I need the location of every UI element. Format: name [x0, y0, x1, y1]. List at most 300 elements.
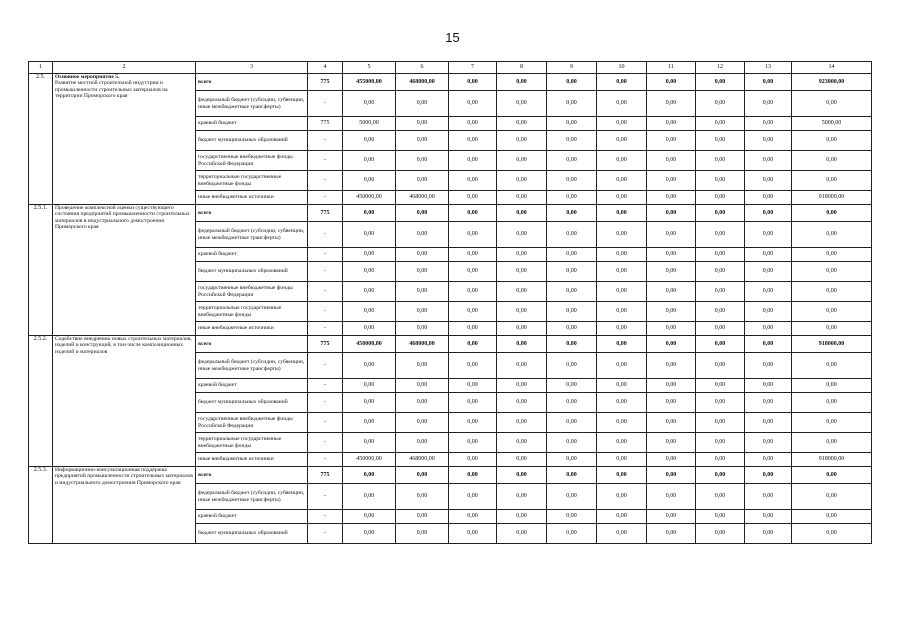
year-value: 0,00: [343, 322, 396, 336]
budget-code: -: [308, 453, 343, 467]
year-value: 0,00: [597, 117, 647, 131]
year-value: 0,00: [547, 117, 597, 131]
year-value: 0,00: [547, 191, 597, 205]
year-value: 0,00: [647, 453, 696, 467]
funding-source: государственные внебюджетные фонды Российской Федерации: [196, 282, 308, 302]
funding-source: бюджет муниципальных образований: [196, 131, 308, 151]
budget-code: 775: [308, 74, 343, 91]
year-value: 0,00: [647, 262, 696, 282]
year-value: 0,00: [597, 353, 647, 379]
activity-description: Проведение комплексной оценки существующего состояния предприятий промышленности строительных материалов в индустриального домостроения Приморского края: [55, 205, 190, 231]
year-value: 0,00: [497, 151, 547, 171]
year-value: 0,00: [745, 453, 792, 467]
total-value: 0,00: [792, 510, 872, 524]
year-value: 0,00: [547, 353, 597, 379]
year-value: 0,00: [449, 524, 497, 544]
column-header: 13: [745, 62, 792, 74]
activity-description: Развитие местной строительной индустрии и промышленности строительных материалов на территории Приморского края: [55, 80, 168, 100]
year-value: 0,00: [696, 336, 745, 353]
year-value: 0,00: [449, 467, 497, 484]
total-value: 0,00: [792, 322, 872, 336]
year-value: 450000,00: [343, 336, 396, 353]
funding-source: федеральный бюджет (субсидии, субвенции, иные межбюджетные трансферты): [196, 484, 308, 510]
year-value: 0,00: [597, 524, 647, 544]
year-value: 0,00: [449, 222, 497, 248]
year-value: 0,00: [696, 484, 745, 510]
activity-name: [53, 205, 196, 336]
year-value: 0,00: [449, 151, 497, 171]
year-value: 0,00: [396, 433, 449, 453]
year-value: 450000,00: [343, 191, 396, 205]
funding-source: краевой бюджет: [196, 117, 308, 131]
year-value: 0,00: [597, 131, 647, 151]
year-value: 0,00: [449, 413, 497, 433]
year-value: 0,00: [497, 524, 547, 544]
year-value: 0,00: [597, 74, 647, 91]
year-value: 0,00: [547, 131, 597, 151]
budget-code: 775: [308, 336, 343, 353]
year-value: 0,00: [597, 151, 647, 171]
year-value: 0,00: [449, 131, 497, 151]
year-value: 0,00: [597, 484, 647, 510]
year-value: 0,00: [547, 205, 597, 222]
year-value: 0,00: [647, 302, 696, 322]
year-value: 0,00: [449, 74, 497, 91]
funding-source: иные внебюджетные источники: [196, 322, 308, 336]
year-value: 0,00: [343, 467, 396, 484]
year-value: 0,00: [396, 117, 449, 131]
total-value: 0,00: [792, 151, 872, 171]
column-header: 14: [792, 62, 872, 74]
total-value: 0,00: [792, 248, 872, 262]
total-value: 0,00: [792, 131, 872, 151]
budget-code: -: [308, 131, 343, 151]
year-value: 0,00: [449, 117, 497, 131]
funding-source: краевой бюджет: [196, 510, 308, 524]
funding-source: всего: [196, 74, 308, 91]
year-value: 0,00: [547, 151, 597, 171]
budget-code: -: [308, 191, 343, 205]
total-value: 918000,00: [792, 453, 872, 467]
year-value: 0,00: [497, 91, 547, 117]
year-value: 0,00: [497, 467, 547, 484]
funding-source: федеральный бюджет (субсидии, субвенции, иные межбюджетные трансферты): [196, 353, 308, 379]
year-value: 0,00: [497, 205, 547, 222]
year-value: 0,00: [497, 453, 547, 467]
item-number: 2.5.3.: [29, 467, 53, 544]
year-value: 468000,00: [396, 453, 449, 467]
funding-source: краевой бюджет: [196, 379, 308, 393]
year-value: 0,00: [497, 191, 547, 205]
budget-code: -: [308, 510, 343, 524]
budget-code: -: [308, 524, 343, 544]
year-value: 0,00: [343, 131, 396, 151]
year-value: 0,00: [396, 353, 449, 379]
header-row: [29, 62, 872, 74]
year-value: 0,00: [449, 91, 497, 117]
year-value: 0,00: [497, 413, 547, 433]
year-value: 0,00: [647, 222, 696, 248]
year-value: 0,00: [745, 151, 792, 171]
year-value: 0,00: [396, 222, 449, 248]
year-value: 0,00: [547, 524, 597, 544]
funding-source: бюджет муниципальных образований: [196, 262, 308, 282]
budget-table: [28, 61, 872, 544]
year-value: 0,00: [745, 131, 792, 151]
year-value: 0,00: [497, 393, 547, 413]
year-value: 0,00: [745, 117, 792, 131]
year-value: 0,00: [696, 282, 745, 302]
year-value: 0,00: [745, 91, 792, 117]
year-value: 0,00: [597, 322, 647, 336]
year-value: 0,00: [647, 151, 696, 171]
year-value: 0,00: [647, 91, 696, 117]
column-header: 7: [449, 62, 497, 74]
year-value: 5000,00: [343, 117, 396, 131]
year-value: 0,00: [497, 222, 547, 248]
year-value: 0,00: [343, 282, 396, 302]
column-header: 6: [396, 62, 449, 74]
year-value: 0,00: [696, 453, 745, 467]
year-value: 0,00: [745, 393, 792, 413]
column-header: 3: [196, 62, 308, 74]
year-value: 0,00: [597, 191, 647, 205]
total-value: 0,00: [792, 205, 872, 222]
activity-description: Содействие внедрению новых строительных материалов, изделий и конструкций, в том числе композиционных изделий и материалов: [55, 336, 192, 355]
year-value: 0,00: [547, 302, 597, 322]
year-value: 0,00: [745, 510, 792, 524]
funding-source: всего: [196, 336, 308, 353]
year-value: 0,00: [449, 302, 497, 322]
year-value: 0,00: [343, 205, 396, 222]
year-value: 0,00: [597, 336, 647, 353]
year-value: 0,00: [696, 191, 745, 205]
year-value: 0,00: [396, 393, 449, 413]
funding-source: государственные внебюджетные фонды Российской Федерации: [196, 151, 308, 171]
budget-code: -: [308, 302, 343, 322]
year-value: 0,00: [696, 510, 745, 524]
year-value: 0,00: [449, 353, 497, 379]
total-value: 0,00: [792, 262, 872, 282]
year-value: 0,00: [497, 353, 547, 379]
year-value: 0,00: [745, 302, 792, 322]
year-value: 0,00: [597, 413, 647, 433]
year-value: 0,00: [547, 433, 597, 453]
table-row: [29, 467, 872, 484]
year-value: 0,00: [647, 510, 696, 524]
year-value: 0,00: [745, 467, 792, 484]
item-number: 2.5.2.: [29, 336, 53, 467]
year-value: 0,00: [497, 117, 547, 131]
year-value: 0,00: [647, 433, 696, 453]
year-value: 0,00: [745, 171, 792, 191]
year-value: 0,00: [343, 248, 396, 262]
year-value: 0,00: [647, 393, 696, 413]
year-value: 0,00: [696, 171, 745, 191]
year-value: 0,00: [745, 248, 792, 262]
activity-name: [53, 336, 196, 467]
budget-code: -: [308, 151, 343, 171]
budget-code: 775: [308, 117, 343, 131]
total-value: 0,00: [792, 379, 872, 393]
activity-name: [53, 467, 196, 544]
year-value: 0,00: [396, 484, 449, 510]
budget-code: -: [308, 222, 343, 248]
year-value: 0,00: [745, 524, 792, 544]
year-value: 0,00: [396, 282, 449, 302]
year-value: 0,00: [396, 467, 449, 484]
year-value: 0,00: [449, 393, 497, 413]
year-value: 0,00: [696, 433, 745, 453]
year-value: 0,00: [547, 91, 597, 117]
funding-source: федеральный бюджет (субсидии, субвенции, иные межбюджетные трансферты): [196, 222, 308, 248]
year-value: 0,00: [597, 282, 647, 302]
year-value: 0,00: [396, 413, 449, 433]
year-value: 0,00: [647, 117, 696, 131]
year-value: 0,00: [449, 282, 497, 302]
year-value: 0,00: [696, 413, 745, 433]
budget-code: -: [308, 353, 343, 379]
year-value: 0,00: [396, 91, 449, 117]
year-value: 0,00: [647, 353, 696, 379]
total-value: 0,00: [792, 353, 872, 379]
year-value: 0,00: [497, 171, 547, 191]
year-value: 0,00: [449, 205, 497, 222]
year-value: 0,00: [343, 353, 396, 379]
funding-source: территориальные государственные внебюджетные фонды: [196, 433, 308, 453]
year-value: 0,00: [745, 379, 792, 393]
column-header: 4: [308, 62, 343, 74]
column-header: 10: [597, 62, 647, 74]
table-body: [29, 74, 872, 544]
year-value: 0,00: [343, 379, 396, 393]
year-value: 0,00: [745, 222, 792, 248]
year-value: 468000,00: [396, 191, 449, 205]
year-value: 0,00: [396, 205, 449, 222]
year-value: 0,00: [696, 248, 745, 262]
year-value: 0,00: [497, 510, 547, 524]
budget-code: -: [308, 262, 343, 282]
total-value: 0,00: [792, 171, 872, 191]
year-value: 0,00: [597, 302, 647, 322]
table-row: [29, 336, 872, 353]
year-value: 0,00: [343, 91, 396, 117]
year-value: 0,00: [547, 171, 597, 191]
funding-source: бюджет муниципальных образований: [196, 393, 308, 413]
year-value: 0,00: [745, 353, 792, 379]
year-value: 0,00: [449, 262, 497, 282]
table-row: [29, 74, 872, 91]
total-value: 0,00: [792, 91, 872, 117]
year-value: 0,00: [597, 433, 647, 453]
year-value: 0,00: [396, 171, 449, 191]
page-number: 15: [445, 30, 460, 45]
year-value: 0,00: [696, 151, 745, 171]
year-value: 0,00: [745, 282, 792, 302]
column-header: 8: [497, 62, 547, 74]
year-value: 0,00: [497, 74, 547, 91]
year-value: 0,00: [396, 302, 449, 322]
total-value: 0,00: [792, 393, 872, 413]
year-value: 0,00: [647, 467, 696, 484]
year-value: 0,00: [647, 131, 696, 151]
year-value: 0,00: [745, 413, 792, 433]
column-header: 5: [343, 62, 396, 74]
year-value: 0,00: [597, 467, 647, 484]
year-value: 0,00: [396, 510, 449, 524]
year-value: 0,00: [396, 262, 449, 282]
year-value: 0,00: [497, 336, 547, 353]
year-value: 0,00: [696, 379, 745, 393]
year-value: 0,00: [597, 205, 647, 222]
activity-description: Информационно-консультационная поддержка предприятий промышленности строительных материалов и индустриального домостроения Приморского края: [55, 467, 193, 486]
item-number: 2.5.1.: [29, 205, 53, 336]
total-value: 923000,00: [792, 74, 872, 91]
year-value: 0,00: [547, 467, 597, 484]
year-value: 0,00: [647, 484, 696, 510]
year-value: 0,00: [597, 171, 647, 191]
total-value: 918000,00: [792, 336, 872, 353]
year-value: 0,00: [696, 205, 745, 222]
year-value: 0,00: [547, 413, 597, 433]
year-value: 0,00: [696, 131, 745, 151]
funding-source: территориальные государственные внебюджетные фонды: [196, 302, 308, 322]
budget-code: -: [308, 248, 343, 262]
year-value: 0,00: [647, 205, 696, 222]
funding-source: иные внебюджетные источники: [196, 453, 308, 467]
year-value: 0,00: [343, 393, 396, 413]
total-value: 0,00: [792, 222, 872, 248]
year-value: 0,00: [647, 74, 696, 91]
total-value: 0,00: [792, 282, 872, 302]
year-value: 0,00: [449, 322, 497, 336]
year-value: 0,00: [343, 524, 396, 544]
total-value: 918000,00: [792, 191, 872, 205]
funding-source: государственные внебюджетные фонды Российской Федерации: [196, 413, 308, 433]
item-number: 2.5.: [29, 74, 53, 205]
year-value: 0,00: [497, 302, 547, 322]
year-value: 0,00: [547, 484, 597, 510]
year-value: 0,00: [597, 510, 647, 524]
year-value: 0,00: [696, 467, 745, 484]
column-header: 1: [29, 62, 53, 74]
year-value: 0,00: [696, 74, 745, 91]
funding-source: краевой бюджет: [196, 248, 308, 262]
year-value: 0,00: [745, 205, 792, 222]
year-value: 0,00: [497, 379, 547, 393]
total-value: 0,00: [792, 413, 872, 433]
year-value: 0,00: [497, 131, 547, 151]
year-value: 0,00: [396, 379, 449, 393]
year-value: 0,00: [497, 322, 547, 336]
year-value: 0,00: [547, 393, 597, 413]
year-value: 0,00: [547, 510, 597, 524]
year-value: 0,00: [696, 262, 745, 282]
budget-code: -: [308, 322, 343, 336]
year-value: 0,00: [647, 379, 696, 393]
funding-source: иные внебюджетные источники: [196, 191, 308, 205]
year-value: 0,00: [547, 453, 597, 467]
year-value: 0,00: [696, 222, 745, 248]
year-value: 0,00: [497, 484, 547, 510]
year-value: 0,00: [696, 117, 745, 131]
year-value: 0,00: [449, 433, 497, 453]
year-value: 0,00: [647, 336, 696, 353]
column-header: 2: [53, 62, 196, 74]
year-value: 0,00: [547, 74, 597, 91]
year-value: 0,00: [647, 322, 696, 336]
column-header: 9: [547, 62, 597, 74]
budget-code: -: [308, 171, 343, 191]
year-value: 0,00: [396, 151, 449, 171]
year-value: 0,00: [343, 302, 396, 322]
total-value: 0,00: [792, 302, 872, 322]
year-value: 0,00: [597, 453, 647, 467]
year-value: 0,00: [547, 322, 597, 336]
year-value: 0,00: [396, 524, 449, 544]
total-value: 0,00: [792, 484, 872, 510]
year-value: 0,00: [696, 91, 745, 117]
year-value: 0,00: [497, 282, 547, 302]
year-value: 0,00: [343, 413, 396, 433]
year-value: 0,00: [547, 379, 597, 393]
budget-code: -: [308, 379, 343, 393]
year-value: 468000,00: [396, 336, 449, 353]
year-value: 0,00: [696, 393, 745, 413]
activity-name: [53, 74, 196, 205]
year-value: 0,00: [647, 524, 696, 544]
budget-code: -: [308, 393, 343, 413]
year-value: 0,00: [647, 248, 696, 262]
year-value: 0,00: [745, 322, 792, 336]
year-value: 0,00: [745, 262, 792, 282]
funding-source: всего: [196, 205, 308, 222]
year-value: 0,00: [647, 171, 696, 191]
year-value: 0,00: [647, 191, 696, 205]
budget-code: 775: [308, 205, 343, 222]
year-value: 0,00: [343, 262, 396, 282]
year-value: 0,00: [597, 248, 647, 262]
year-value: 0,00: [696, 322, 745, 336]
year-value: 0,00: [343, 484, 396, 510]
year-value: 0,00: [449, 379, 497, 393]
year-value: 0,00: [449, 510, 497, 524]
budget-code: -: [308, 282, 343, 302]
year-value: 0,00: [396, 322, 449, 336]
funding-source: всего: [196, 467, 308, 484]
year-value: 0,00: [449, 453, 497, 467]
year-value: 0,00: [547, 262, 597, 282]
year-value: 0,00: [745, 336, 792, 353]
budget-code: -: [308, 413, 343, 433]
year-value: 0,00: [647, 413, 696, 433]
year-value: 0,00: [449, 248, 497, 262]
year-value: 0,00: [547, 248, 597, 262]
year-value: 0,00: [597, 222, 647, 248]
column-header: 12: [696, 62, 745, 74]
total-value: 0,00: [792, 467, 872, 484]
year-value: 0,00: [745, 191, 792, 205]
year-value: 0,00: [547, 336, 597, 353]
year-value: 0,00: [343, 171, 396, 191]
year-value: 0,00: [497, 262, 547, 282]
year-value: 455000,00: [343, 74, 396, 91]
total-value: 5000,00: [792, 117, 872, 131]
year-value: 468000,00: [396, 74, 449, 91]
year-value: 0,00: [497, 248, 547, 262]
year-value: 0,00: [597, 262, 647, 282]
budget-code: -: [308, 484, 343, 510]
